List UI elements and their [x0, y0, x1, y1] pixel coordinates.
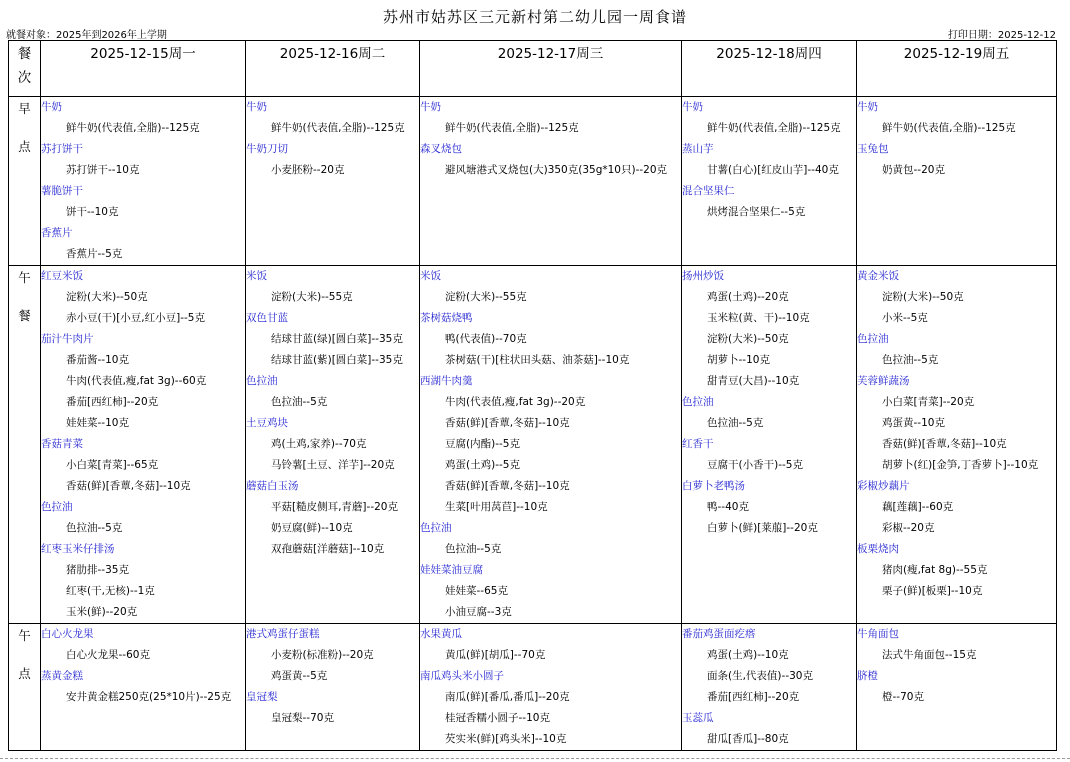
- dish-name: 牛奶: [41, 101, 62, 113]
- meal-column-header: [9, 41, 41, 97]
- meal-label-char: 点: [18, 666, 31, 681]
- dish-name: 牛奶刀切: [246, 143, 288, 155]
- ingredient: 桂冠香糯小圆子--10克: [445, 712, 550, 724]
- ingredient: 小油豆腐--3克: [445, 606, 512, 618]
- dish-name: 土豆鸡块: [246, 417, 288, 429]
- ingredient: 小麦胚粉--20克: [271, 164, 345, 176]
- day-header-fri: 2025-12-19周五: [857, 41, 1057, 97]
- ingredient: 色拉油--5克: [707, 417, 764, 429]
- dish-name: 红香干: [682, 438, 714, 450]
- ingredient: 玉米(鲜)--20克: [66, 606, 138, 618]
- menu-body: [9, 97, 1057, 751]
- ingredient: 淀粉(大米)--50克: [882, 291, 964, 303]
- menu-cell: [420, 624, 682, 751]
- day-header-tue: 2025-12-16周二: [246, 41, 420, 97]
- meal-label-char: 餐: [18, 308, 31, 323]
- dish-name: 南瓜鸡头米小圆子: [420, 670, 504, 682]
- dish-name: 香蕉片: [41, 227, 73, 239]
- dish-name: 双色甘蓝: [246, 312, 288, 324]
- menu-cell: [857, 624, 1057, 751]
- weekly-menu-table: [8, 40, 1057, 751]
- ingredient: 鸭(代表值)--70克: [445, 333, 527, 345]
- meal-label: [9, 97, 41, 266]
- dish-name: 色拉油: [682, 396, 714, 408]
- dish-name: 水果黄瓜: [420, 628, 462, 640]
- ingredient: 白心火龙果--60克: [66, 649, 150, 661]
- dish-name: 色拉油: [246, 375, 278, 387]
- ingredient: 豆腐(内酯)--5克: [445, 438, 520, 450]
- menu-cell: [857, 97, 1057, 266]
- ingredient: 淀粉(大米)--50克: [66, 291, 148, 303]
- ingredient: 娃娃菜--65克: [445, 585, 508, 597]
- ingredient: 藕[莲藕]--60克: [882, 501, 954, 513]
- ingredient: 黄瓜(鲜)[胡瓜]--70克: [445, 649, 546, 661]
- ingredient: 牛肉(代表值,瘦,fat 3g)--20克: [445, 396, 586, 408]
- ingredient: 猪肉(瘦,fat 8g)--55克: [882, 564, 988, 576]
- menu-cell: [682, 266, 857, 624]
- menu-cell: [682, 97, 857, 266]
- ingredient: 芡实米(鲜)[鸡头米]--10克: [445, 733, 567, 745]
- ingredient: 白萝卜(鲜)[莱菔]--20克: [707, 522, 818, 534]
- dish-name: 皇冠梨: [246, 691, 278, 703]
- corner-label-2: 次: [17, 70, 32, 86]
- ingredient: 双孢蘑菇[洋蘑菇]--10克: [271, 543, 385, 555]
- label-gap: [9, 648, 40, 662]
- ingredient: 香菇(鲜)[香蕈,冬菇]--10克: [882, 438, 1007, 450]
- audience-label: 就餐对象：2025年到2026年上学期: [6, 30, 167, 41]
- menu-cell: [41, 97, 246, 266]
- menu-cell: [246, 624, 420, 751]
- label-gap: [9, 121, 40, 135]
- ingredient: 小白菜[青菜]--65克: [66, 459, 159, 471]
- ingredient: 鸡蛋(土鸡)--20克: [707, 291, 789, 303]
- dish-name: 蘑菇白玉汤: [246, 480, 299, 492]
- ingredient: 番茄酱--10克: [66, 354, 129, 366]
- menu-cell: [41, 624, 246, 751]
- menu-cell: [246, 266, 420, 624]
- dish-name: 娃娃菜油豆腐: [420, 564, 483, 576]
- menu-cell: [41, 266, 246, 624]
- ingredient: 避风塘港式叉烧包(大)350克(35g*10只)--20克: [445, 164, 668, 176]
- print-date: 打印日期：2025-12-12: [947, 30, 1056, 41]
- dish-name: 红枣玉米仔排汤: [41, 543, 115, 555]
- meal-row: [9, 97, 1057, 266]
- ingredient: 色拉油--5克: [271, 396, 328, 408]
- ingredient: 鸡蛋(土鸡)--10克: [707, 649, 789, 661]
- ingredient: 南瓜(鲜)[番瓜,番瓜]--20克: [445, 691, 570, 703]
- dish-name: 米饭: [420, 270, 441, 282]
- dish-name: 白心火龙果: [41, 628, 94, 640]
- dish-name: 牛奶: [246, 101, 267, 113]
- ingredient: 平菇[糙皮侧耳,青蘑]--20克: [271, 501, 398, 513]
- dish-name: 薯脆饼干: [41, 185, 83, 197]
- ingredient: 甜瓜[香瓜]--80克: [707, 733, 789, 745]
- dish-name: 白萝卜老鸭汤: [682, 480, 745, 492]
- ingredient: 小白菜[青菜]--20克: [882, 396, 975, 408]
- meal-row: [9, 266, 1057, 624]
- meal-label: [9, 266, 41, 624]
- ingredient: 安井黄金糕250克(25*10片)--25克: [66, 691, 232, 703]
- ingredient: 胡萝卜--10克: [707, 354, 770, 366]
- ingredient: 奶黄包--20克: [882, 164, 945, 176]
- dish-name: 牛奶: [857, 101, 878, 113]
- dish-name: 港式鸡蛋仔蛋糕: [246, 628, 320, 640]
- ingredient: 鸡蛋(土鸡)--5克: [445, 459, 520, 471]
- meal-row: [9, 624, 1057, 751]
- ingredient: 鲜牛奶(代表值,全脂)--125克: [66, 122, 200, 134]
- dish-name: 苏打饼干: [41, 143, 83, 155]
- dish-name: 芙蓉鲜蔬汤: [857, 375, 910, 387]
- ingredient: 橙--70克: [882, 691, 924, 703]
- dish-name: 黄金米饭: [857, 270, 899, 282]
- ingredient: 苏打饼干--10克: [66, 164, 140, 176]
- ingredient: 马铃薯[土豆、洋芋]--20克: [271, 459, 395, 471]
- menu-cell: [420, 266, 682, 624]
- ingredient: 香菇(鲜)[香蕈,冬菇]--10克: [445, 417, 570, 429]
- ingredient: 色拉油--5克: [66, 522, 123, 534]
- ingredient: 色拉油--5克: [445, 543, 502, 555]
- ingredient: 红枣(干,无核)--1克: [66, 585, 155, 597]
- dish-name: 混合坚果仁: [682, 185, 735, 197]
- ingredient: 鲜牛奶(代表值,全脂)--125克: [271, 122, 405, 134]
- meal-label-char: 早: [18, 101, 31, 116]
- ingredient: 赤小豆(干)[小豆,红小豆]--5克: [66, 312, 205, 324]
- ingredient: 饼干--10克: [66, 206, 119, 218]
- ingredient: 淀粉(大米)--55克: [445, 291, 527, 303]
- dish-name: 香菇青菜: [41, 438, 83, 450]
- bottom-divider: [0, 758, 1070, 759]
- ingredient: 烘烤混合坚果仁--5克: [707, 206, 806, 218]
- ingredient: 鸡蛋黄--5克: [271, 670, 328, 682]
- ingredient: 鲜牛奶(代表值,全脂)--125克: [882, 122, 1016, 134]
- dish-name: 蒸黄金糕: [41, 670, 83, 682]
- ingredient: 皇冠梨--70克: [271, 712, 334, 724]
- dish-name: 牛奶: [682, 101, 703, 113]
- dish-name: 玉蕊瓜: [682, 712, 714, 724]
- ingredient: 香菇(鲜)[香蕈,冬菇]--10克: [66, 480, 191, 492]
- meal-label-char: 午: [18, 270, 31, 285]
- ingredient: 淀粉(大米)--50克: [707, 333, 789, 345]
- dish-name: 牛奶: [420, 101, 441, 113]
- ingredient: 猪肋排--35克: [66, 564, 129, 576]
- ingredient: 番茄[西红柿]--20克: [66, 396, 159, 408]
- corner-label-1: 餐: [17, 46, 32, 62]
- ingredient: 淀粉(大米)--55克: [271, 291, 353, 303]
- ingredient: 色拉油--5克: [882, 354, 939, 366]
- meal-label: [9, 624, 41, 751]
- page-title: 苏州市姑苏区三元新村第二幼儿园一周食谱: [382, 8, 687, 26]
- ingredient: 豆腐干(小香干)--5克: [707, 459, 803, 471]
- dish-name: 扬州炒饭: [682, 270, 724, 282]
- meal-label-char: 午: [18, 628, 31, 643]
- dish-name: 茄汁牛肉片: [41, 333, 94, 345]
- dish-name: 色拉油: [41, 501, 73, 513]
- label-gap: [9, 290, 40, 304]
- meal-label-char: 点: [18, 139, 31, 154]
- ingredient: 胡萝卜(红)[金笋,丁香萝卜]--10克: [882, 459, 1039, 471]
- ingredient: 鸡(土鸡,家养)--70克: [271, 438, 367, 450]
- menu-cell: [420, 97, 682, 266]
- day-header-mon: 2025-12-15周一: [41, 41, 246, 97]
- ingredient: 奶豆腐(鲜)--10克: [271, 522, 353, 534]
- ingredient: 牛肉(代表值,瘦,fat 3g)--60克: [66, 375, 207, 387]
- ingredient: 栗子(鲜)[板栗]--10克: [882, 585, 983, 597]
- ingredient: 甜青豆(大昌)--10克: [707, 375, 800, 387]
- ingredient: 法式牛角面包--15克: [882, 649, 977, 661]
- ingredient: 鲜牛奶(代表值,全脂)--125克: [707, 122, 841, 134]
- ingredient: 香菇(鲜)[香蕈,冬菇]--10克: [445, 480, 570, 492]
- ingredient: 香蕉片--5克: [66, 248, 123, 260]
- ingredient: 生菜[叶用莴苣]--10克: [445, 501, 548, 513]
- menu-cell: [246, 97, 420, 266]
- ingredient: 甘薯(白心)[红皮山芋]--40克: [707, 164, 839, 176]
- dish-name: 牛角面包: [857, 628, 899, 640]
- dish-name: 番茄鸡蛋面疙瘩: [682, 628, 756, 640]
- menu-cell: [682, 624, 857, 751]
- ingredient: 娃娃菜--10克: [66, 417, 129, 429]
- ingredient: 小米--5克: [882, 312, 928, 324]
- dish-name: 板栗烧肉: [857, 543, 899, 555]
- ingredient: 番茄[西红柿]--20克: [707, 691, 800, 703]
- day-header-wed: 2025-12-17周三: [420, 41, 682, 97]
- dish-name: 色拉油: [857, 333, 889, 345]
- dish-name: 西湖牛肉羹: [420, 375, 473, 387]
- dish-name: 森叉烧包: [420, 143, 462, 155]
- dish-name: 色拉油: [420, 522, 452, 534]
- ingredient: 鲜牛奶(代表值,全脂)--125克: [445, 122, 579, 134]
- ingredient: 彩椒--20克: [882, 522, 935, 534]
- menu-cell: [857, 266, 1057, 624]
- dish-name: 玉兔包: [857, 143, 889, 155]
- dish-name: 米饭: [246, 270, 267, 282]
- dish-name: 脐橙: [857, 670, 878, 682]
- ingredient: 茶树菇(干)[柱状田头菇、油茶菇]--10克: [445, 354, 630, 366]
- ingredient: 玉米粒(黄、干)--10克: [707, 312, 810, 324]
- dish-name: 茶树菇烧鸭: [420, 312, 473, 324]
- dish-name: 蒸山芋: [682, 143, 714, 155]
- ingredient: 鸡蛋黄--10克: [882, 417, 945, 429]
- header-row: [9, 41, 1057, 97]
- dish-name: 彩椒炒藕片: [857, 480, 910, 492]
- ingredient: 鸭--40克: [707, 501, 749, 513]
- ingredient: 结球甘蓝(紫)[圆白菜]--35克: [271, 354, 403, 366]
- ingredient: 结球甘蓝(绿)[圆白菜]--35克: [271, 333, 403, 345]
- ingredient: 面条(生,代表值)--30克: [707, 670, 813, 682]
- dish-name: 红豆米饭: [41, 270, 83, 282]
- ingredient: 小麦粉(标准粉)--20克: [271, 649, 374, 661]
- day-header-thu: 2025-12-18周四: [682, 41, 857, 97]
